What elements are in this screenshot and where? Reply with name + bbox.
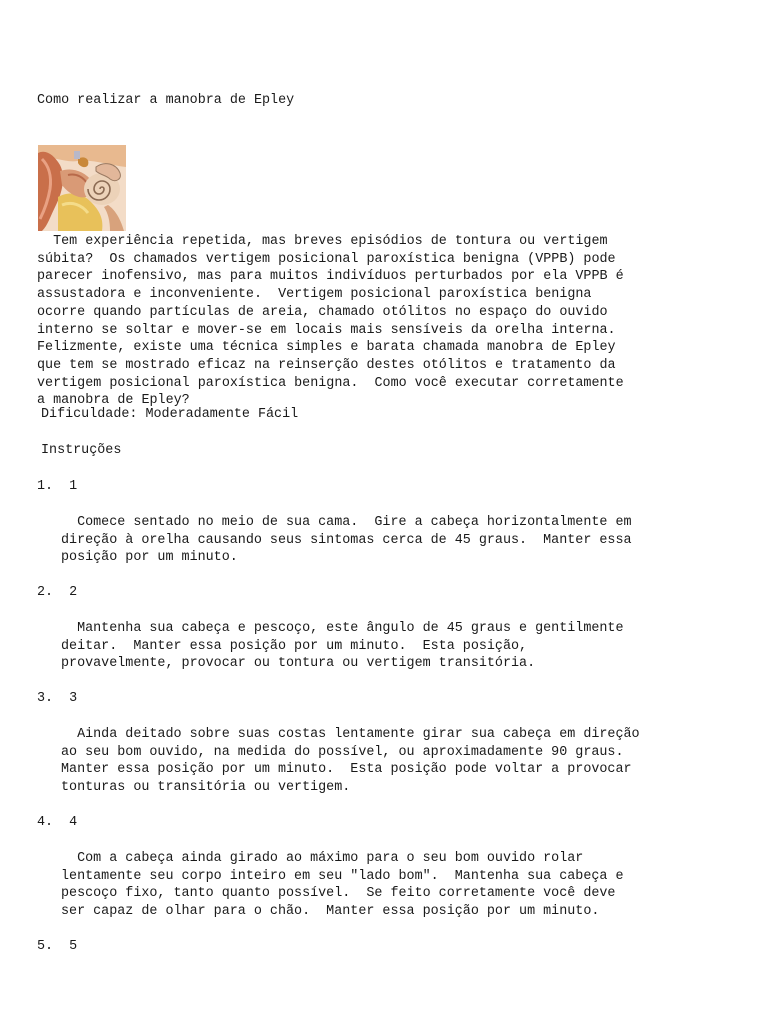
document-title: Como realizar a manobra de Epley (37, 93, 295, 108)
step-number: 4. 4 (37, 815, 78, 830)
difficulty-line: Dificuldade: Moderadamente Fácil (41, 407, 299, 422)
step-text: Ainda deitado sobre suas costas lentamente girar sua cabeça em direção ao seu bom ouvido, na medida do possível, ou aproximadamente 90 graus. Manter essa posição por um minuto. Esta posição pode voltar a provocar tonturas ou transitória ou vertigem. (61, 727, 640, 796)
instructions-heading: Instruções (41, 443, 122, 458)
step-number: 3. 3 (37, 691, 78, 706)
step-text: Com a cabeça ainda girado ao máximo para o seu bom ouvido rolar lentamente seu corpo inteiro em seu "lado bom". Mantenha sua cabeça e pescoço fixo, tanto quanto possível. Se feito corretamente você deve ser capaz de olhar para o chão. Manter essa posição por um minuto. (61, 851, 624, 920)
intro-paragraph: Tem experiência repetida, mas breves episódios de tontura ou vertigem súbita? Os chamados vertigem posicional paroxística benigna (VPPB) pode parecer inofensivo, mas para muitos indivíduos perturbados por ela VPPB é assustadora e inconveniente. Vertigem posicional paroxística benigna ocorre quando partículas de areia, chamado otólitos no espaço do ouvido interno se soltar e mover-se em locais mais sensíveis da orelha interna. Felizmente, existe uma técnica simples e barata chamada manobra de Epley que tem se mostrado eficaz na reinserção destes otólitos e tratamento da vertigem posicional paroxística benigna. Como você executar corretamente a manobra de Epley? (37, 234, 624, 409)
step-number: 5. 5 (37, 939, 78, 954)
step-text: Comece sentado no meio de sua cama. Gire a cabeça horizontalmente em direção à orelha causando seus sintomas cerca de 45 graus. Manter essa posição por um minuto. (61, 515, 632, 566)
step-number: 2. 2 (37, 585, 78, 600)
step-number: 1. 1 (37, 479, 78, 494)
step-text: Mantenha sua cabeça e pescoço, este ângulo de 45 graus e gentilmente deitar. Manter essa posição por um minuto. Esta posição, provavelmente, provocar ou tontura ou vertigem transitória. (61, 621, 624, 672)
ear-anatomy-illustration (38, 145, 126, 231)
